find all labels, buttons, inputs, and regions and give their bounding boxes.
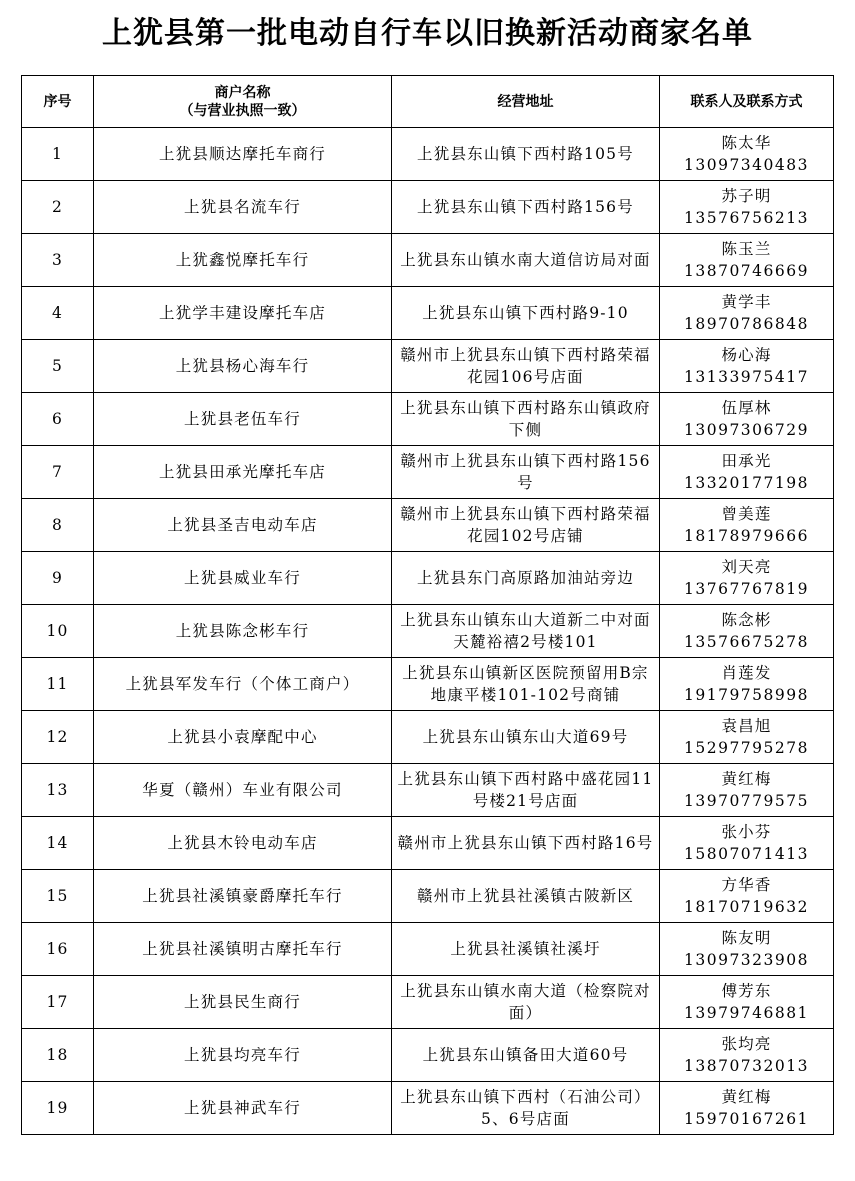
table-row (22, 1029, 834, 1082)
contact-person: 傅芳东 (721, 982, 772, 1000)
cell-seq: 2 (22, 181, 94, 234)
contact-person: 曾美莲 (721, 505, 772, 523)
table-row (22, 340, 834, 393)
cell-merchant-name: 上犹县老伍车行 (94, 393, 392, 446)
contact-phone: 13870746669 (684, 262, 809, 280)
cell-seq: 17 (22, 976, 94, 1029)
cell-address: 上犹县东山镇下西村路105号 (392, 128, 660, 181)
cell-address: 上犹县东山镇水南大道（检察院对面） (392, 976, 660, 1029)
table-row (22, 393, 834, 446)
cell-merchant-name: 上犹县均亮车行 (94, 1029, 392, 1082)
contact-person: 方华香 (721, 876, 772, 894)
contact-person: 杨心海 (721, 346, 772, 364)
cell-address: 赣州市上犹县东山镇下西村路156号 (392, 446, 660, 499)
contact-phone: 19179758998 (684, 686, 809, 704)
table-row (22, 499, 834, 552)
cell-address: 上犹县东山镇下西村路中盛花园11号楼21号店面 (392, 764, 660, 817)
cell-seq: 3 (22, 234, 94, 287)
contact-phone: 13576756213 (684, 209, 809, 227)
contact-person: 张小芬 (721, 823, 772, 841)
cell-merchant-name: 上犹县神武车行 (94, 1082, 392, 1135)
cell-seq: 5 (22, 340, 94, 393)
cell-address: 上犹县东山镇备田大道60号 (392, 1029, 660, 1082)
cell-address: 赣州市上犹县社溪镇古陂新区 (392, 870, 660, 923)
cell-address: 上犹县东山镇下西村路9-10 (392, 287, 660, 340)
cell-merchant-name: 上犹县社溪镇豪爵摩托车行 (94, 870, 392, 923)
cell-seq: 4 (22, 287, 94, 340)
cell-contact (660, 976, 834, 1029)
contact-phone: 13320177198 (684, 474, 809, 492)
cell-address: 上犹县东山镇水南大道信访局对面 (392, 234, 660, 287)
cell-contact (660, 605, 834, 658)
cell-merchant-name: 上犹县陈念彬车行 (94, 605, 392, 658)
cell-contact (660, 287, 834, 340)
table-body (22, 128, 834, 1135)
cell-seq: 6 (22, 393, 94, 446)
cell-seq: 19 (22, 1082, 94, 1135)
table-row (22, 658, 834, 711)
header-row (22, 76, 834, 128)
cell-seq: 7 (22, 446, 94, 499)
cell-contact (660, 923, 834, 976)
cell-contact (660, 181, 834, 234)
cell-contact (660, 446, 834, 499)
table-header (22, 76, 834, 128)
cell-contact (660, 393, 834, 446)
cell-merchant-name: 上犹学丰建设摩托车店 (94, 287, 392, 340)
cell-address: 上犹县东山镇下西村路东山镇政府下侧 (392, 393, 660, 446)
table-row (22, 764, 834, 817)
contact-person: 陈玉兰 (721, 240, 772, 258)
contact-phone: 13133975417 (684, 368, 809, 386)
cell-address: 上犹县东山镇下西村路156号 (392, 181, 660, 234)
cell-seq: 11 (22, 658, 94, 711)
table-row (22, 711, 834, 764)
contact-phone: 18178979666 (684, 527, 809, 545)
contact-phone: 18970786848 (684, 315, 809, 333)
cell-contact (660, 128, 834, 181)
table-row (22, 605, 834, 658)
header-seq: 序号 (22, 76, 94, 128)
cell-contact (660, 870, 834, 923)
cell-merchant-name: 上犹县社溪镇明古摩托车行 (94, 923, 392, 976)
cell-contact (660, 817, 834, 870)
cell-seq: 10 (22, 605, 94, 658)
cell-contact (660, 711, 834, 764)
cell-seq: 14 (22, 817, 94, 870)
header-merchant-name-line1: 商户名称 (214, 84, 271, 101)
table-row (22, 817, 834, 870)
cell-address: 赣州市上犹县东山镇下西村路荣福花园106号店面 (392, 340, 660, 393)
cell-seq: 13 (22, 764, 94, 817)
cell-contact (660, 552, 834, 605)
header-contact: 联系人及联系方式 (660, 76, 834, 128)
cell-merchant-name: 上犹县木铃电动车店 (94, 817, 392, 870)
header-address: 经营地址 (392, 76, 660, 128)
cell-seq: 18 (22, 1029, 94, 1082)
cell-seq: 9 (22, 552, 94, 605)
table-row (22, 1082, 834, 1135)
contact-phone: 15970167261 (684, 1110, 809, 1128)
contact-person: 陈念彬 (721, 611, 772, 629)
cell-merchant-name: 上犹县军发车行（个体工商户） (94, 658, 392, 711)
contact-phone: 13970779575 (684, 792, 809, 810)
cell-seq: 8 (22, 499, 94, 552)
cell-contact (660, 234, 834, 287)
contact-person: 苏子明 (721, 187, 772, 205)
cell-merchant-name: 上犹县圣吉电动车店 (94, 499, 392, 552)
contact-person: 黄红梅 (721, 1088, 772, 1106)
cell-merchant-name: 上犹县民生商行 (94, 976, 392, 1029)
cell-merchant-name: 上犹县小袁摩配中心 (94, 711, 392, 764)
cell-address: 赣州市上犹县东山镇下西村路荣福花园102号店铺 (392, 499, 660, 552)
cell-merchant-name: 上犹县杨心海车行 (94, 340, 392, 393)
contact-person: 田承光 (721, 452, 772, 470)
contact-person: 陈友明 (721, 929, 772, 947)
cell-address: 上犹县东山镇新区医院预留用B宗地康平楼101-102号商铺 (392, 658, 660, 711)
cell-merchant-name: 上犹县顺达摩托车商行 (94, 128, 392, 181)
cell-merchant-name: 上犹县威业车行 (94, 552, 392, 605)
contact-person: 张均亮 (721, 1035, 772, 1053)
cell-contact (660, 1029, 834, 1082)
contact-phone: 13097323908 (684, 951, 809, 969)
contact-person: 黄红梅 (721, 770, 772, 788)
cell-address: 上犹县东门高原路加油站旁边 (392, 552, 660, 605)
table-row (22, 552, 834, 605)
cell-address: 上犹县东山镇东山大道69号 (392, 711, 660, 764)
cell-merchant-name: 上犹县名流车行 (94, 181, 392, 234)
cell-seq: 1 (22, 128, 94, 181)
cell-contact (660, 658, 834, 711)
table-row (22, 923, 834, 976)
contact-phone: 13767767819 (684, 580, 809, 598)
cell-seq: 12 (22, 711, 94, 764)
contact-person: 刘天亮 (721, 558, 772, 576)
table-row (22, 287, 834, 340)
cell-merchant-name: 华夏（赣州）车业有限公司 (94, 764, 392, 817)
contact-phone: 13097306729 (684, 421, 809, 439)
contact-person: 肖莲发 (721, 664, 772, 682)
cell-contact (660, 499, 834, 552)
contact-phone: 13097340483 (684, 156, 809, 174)
contact-person: 袁昌旭 (721, 717, 772, 735)
cell-merchant-name: 上犹县田承光摩托车店 (94, 446, 392, 499)
cell-contact (660, 764, 834, 817)
cell-contact (660, 340, 834, 393)
contact-phone: 13979746881 (684, 1004, 809, 1022)
table-row (22, 128, 834, 181)
header-merchant-name-line2: （与营业执照一致） (179, 102, 306, 119)
page-title: 上犹县第一批电动自行车以旧换新活动商家名单 (102, 16, 753, 51)
cell-seq: 16 (22, 923, 94, 976)
table-row (22, 870, 834, 923)
contact-phone: 15297795278 (684, 739, 809, 757)
contact-phone: 15807071413 (684, 845, 809, 863)
cell-contact (660, 1082, 834, 1135)
contact-phone: 18170719632 (684, 898, 809, 916)
contact-phone: 13870732013 (684, 1057, 809, 1075)
contact-person: 伍厚林 (721, 399, 772, 417)
cell-merchant-name: 上犹鑫悦摩托车行 (94, 234, 392, 287)
table-row (22, 234, 834, 287)
cell-address: 上犹县东山镇东山大道新二中对面天麓裕禧2号楼101 (392, 605, 660, 658)
contact-phone: 13576675278 (684, 633, 809, 651)
table-row (22, 181, 834, 234)
merchant-table (21, 75, 834, 1135)
cell-address: 赣州市上犹县东山镇下西村路16号 (392, 817, 660, 870)
cell-address: 上犹县东山镇下西村（石油公司）5、6号店面 (392, 1082, 660, 1135)
header-merchant-name (94, 76, 392, 128)
cell-seq: 15 (22, 870, 94, 923)
contact-person: 黄学丰 (721, 293, 772, 311)
contact-person: 陈太华 (721, 134, 772, 152)
cell-address: 上犹县社溪镇社溪圩 (392, 923, 660, 976)
table-row (22, 976, 834, 1029)
table-row (22, 446, 834, 499)
